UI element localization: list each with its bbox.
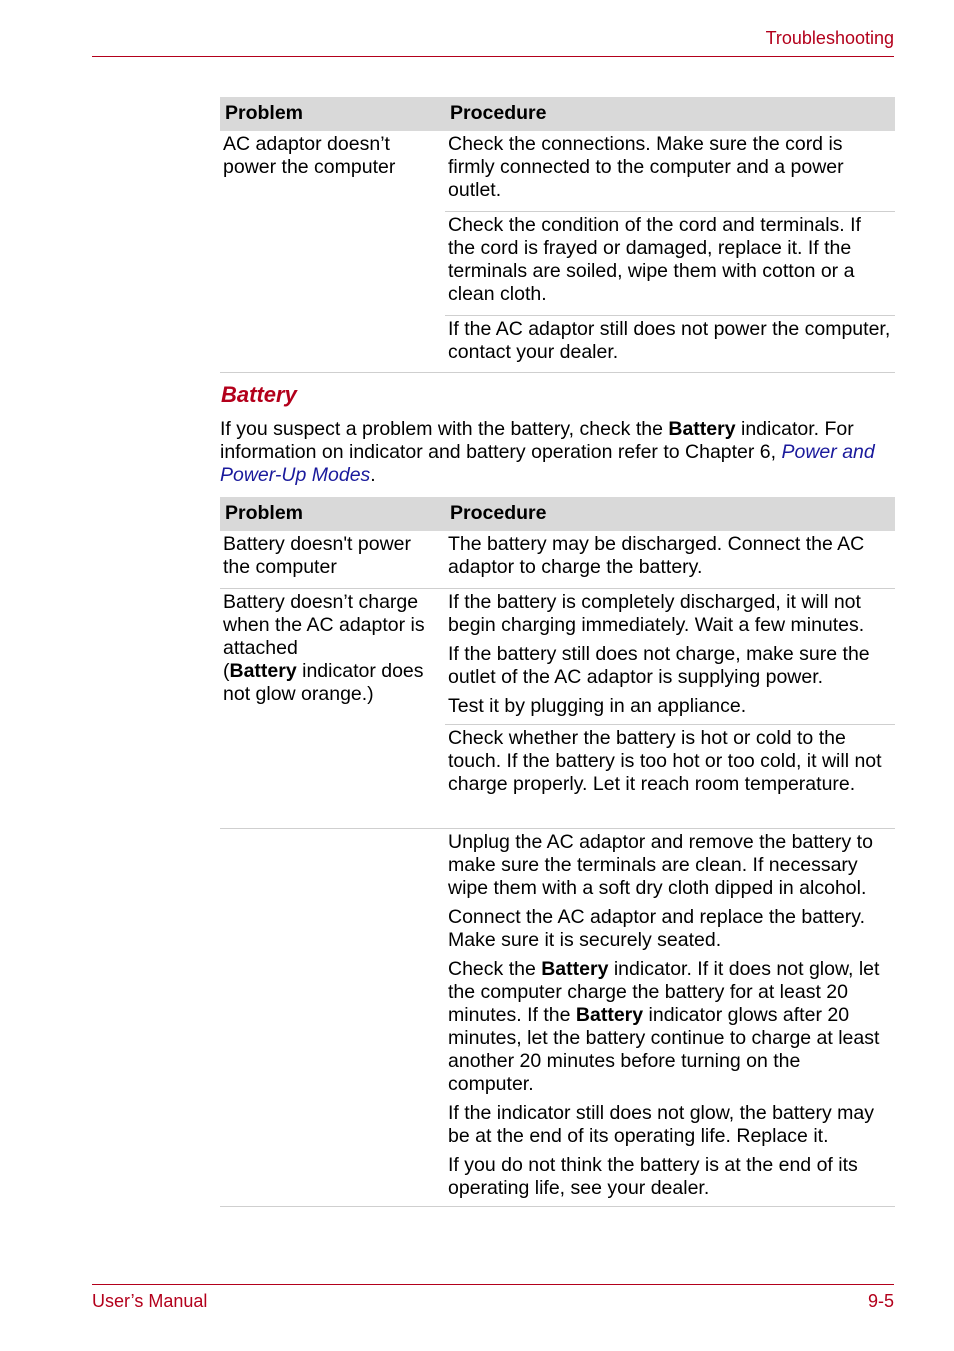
procedure-paragraph: If the indicator still does not glow, the battery may be at the end of its operating life. Replace it. (448, 1102, 874, 1147)
table-row (220, 589, 895, 725)
ac-adaptor-table (220, 97, 895, 373)
problem-cell (220, 589, 445, 829)
section-intro (220, 418, 896, 487)
procedure-bold-term: Battery (575, 1004, 644, 1026)
header-rule (92, 56, 894, 57)
section-title: Battery (221, 382, 297, 407)
procedure-cell (445, 829, 895, 1207)
page-number: 9-5 (867, 1291, 894, 1311)
procedure-cell (445, 589, 895, 725)
procedure-paragraph: Test it by plugging in an appliance. (448, 695, 747, 717)
problem-cell: AC adaptor doesn’t power the computer (220, 131, 445, 373)
column-header-problem: Problem (220, 497, 445, 531)
problem-cell: Battery doesn't power the computer (220, 531, 445, 589)
procedure-cell: Check the connections. Make sure the cord is firmly connected to the computer and a power outlet. (445, 131, 895, 212)
procedure-cell: Check whether the battery is hot or cold to the touch. If the battery is too hot or too cold, it will not charge properly. Let it reach room temperature. (445, 725, 895, 829)
problem-bold-term: Battery (229, 660, 297, 682)
intro-text: If you suspect a problem with the battery, check the (220, 418, 669, 440)
problem-text: Battery doesn’t charge when the AC adaptor is attached (223, 591, 425, 659)
procedure-text: Check the (448, 958, 542, 980)
procedure-paragraph: Unplug the AC adaptor and remove the battery to make sure the terminals are clean. If necessary wipe them with a soft dry cloth dipped in alcohol. (448, 831, 873, 899)
footer-manual-title: User’s Manual (92, 1291, 208, 1311)
procedure-paragraph: Connect the AC adaptor and replace the battery. Make sure it is securely seated. (448, 906, 865, 951)
table-row (220, 829, 895, 1207)
column-header-procedure: Procedure (445, 97, 895, 131)
column-header-problem: Problem (220, 97, 445, 131)
running-header: Troubleshooting (765, 28, 894, 48)
procedure-cell: The battery may be discharged. Connect the AC adaptor to charge the battery. (445, 531, 895, 589)
battery-table (220, 497, 895, 1207)
problem-cell (220, 829, 445, 1207)
procedure-bold-term: Battery (541, 958, 609, 980)
chapter-link[interactable]: Power and Power-Up Modes (220, 441, 875, 486)
procedure-paragraph (448, 958, 891, 1096)
footer-rule (92, 1284, 894, 1285)
procedure-paragraph: If the battery is completely discharged, it will not begin charging immediately. Wait a few minutes. (448, 591, 865, 636)
procedure-paragraph: If the battery still does not charge, make sure the outlet of the AC adaptor is supplying power. (448, 643, 870, 688)
procedure-cell: Check the condition of the cord and terminals. If the cord is frayed or damaged, replace it. If the terminals are soiled, wipe them with cotton or a clean cloth. (445, 212, 895, 316)
procedure-paragraph: If you do not think the battery is at the end of its operating life, see your dealer. (448, 1154, 858, 1199)
column-header-procedure: Procedure (445, 497, 895, 531)
problem-text: ( (223, 660, 230, 682)
intro-bold-term: Battery (668, 418, 736, 440)
table-row (220, 531, 895, 589)
intro-text: indicator. For information on indicator and battery operation refer to Chapter 6, (220, 418, 854, 463)
table-header-row (220, 497, 895, 531)
procedure-cell: If the AC adaptor still does not power the computer, contact your dealer. (445, 316, 895, 373)
problem-text: indicator does not glow orange.) (223, 660, 424, 705)
table-header-row (220, 97, 895, 131)
procedure-text: indicator glows after 20 minutes, let the battery continue to charge at least another 20 minutes before turning on the computer. (448, 1004, 880, 1095)
procedure-text: indicator. If it does not glow, let the computer charge the battery for at least 20 minutes. If the (448, 958, 880, 1026)
table-row (220, 131, 895, 212)
intro-text: . (370, 464, 376, 486)
